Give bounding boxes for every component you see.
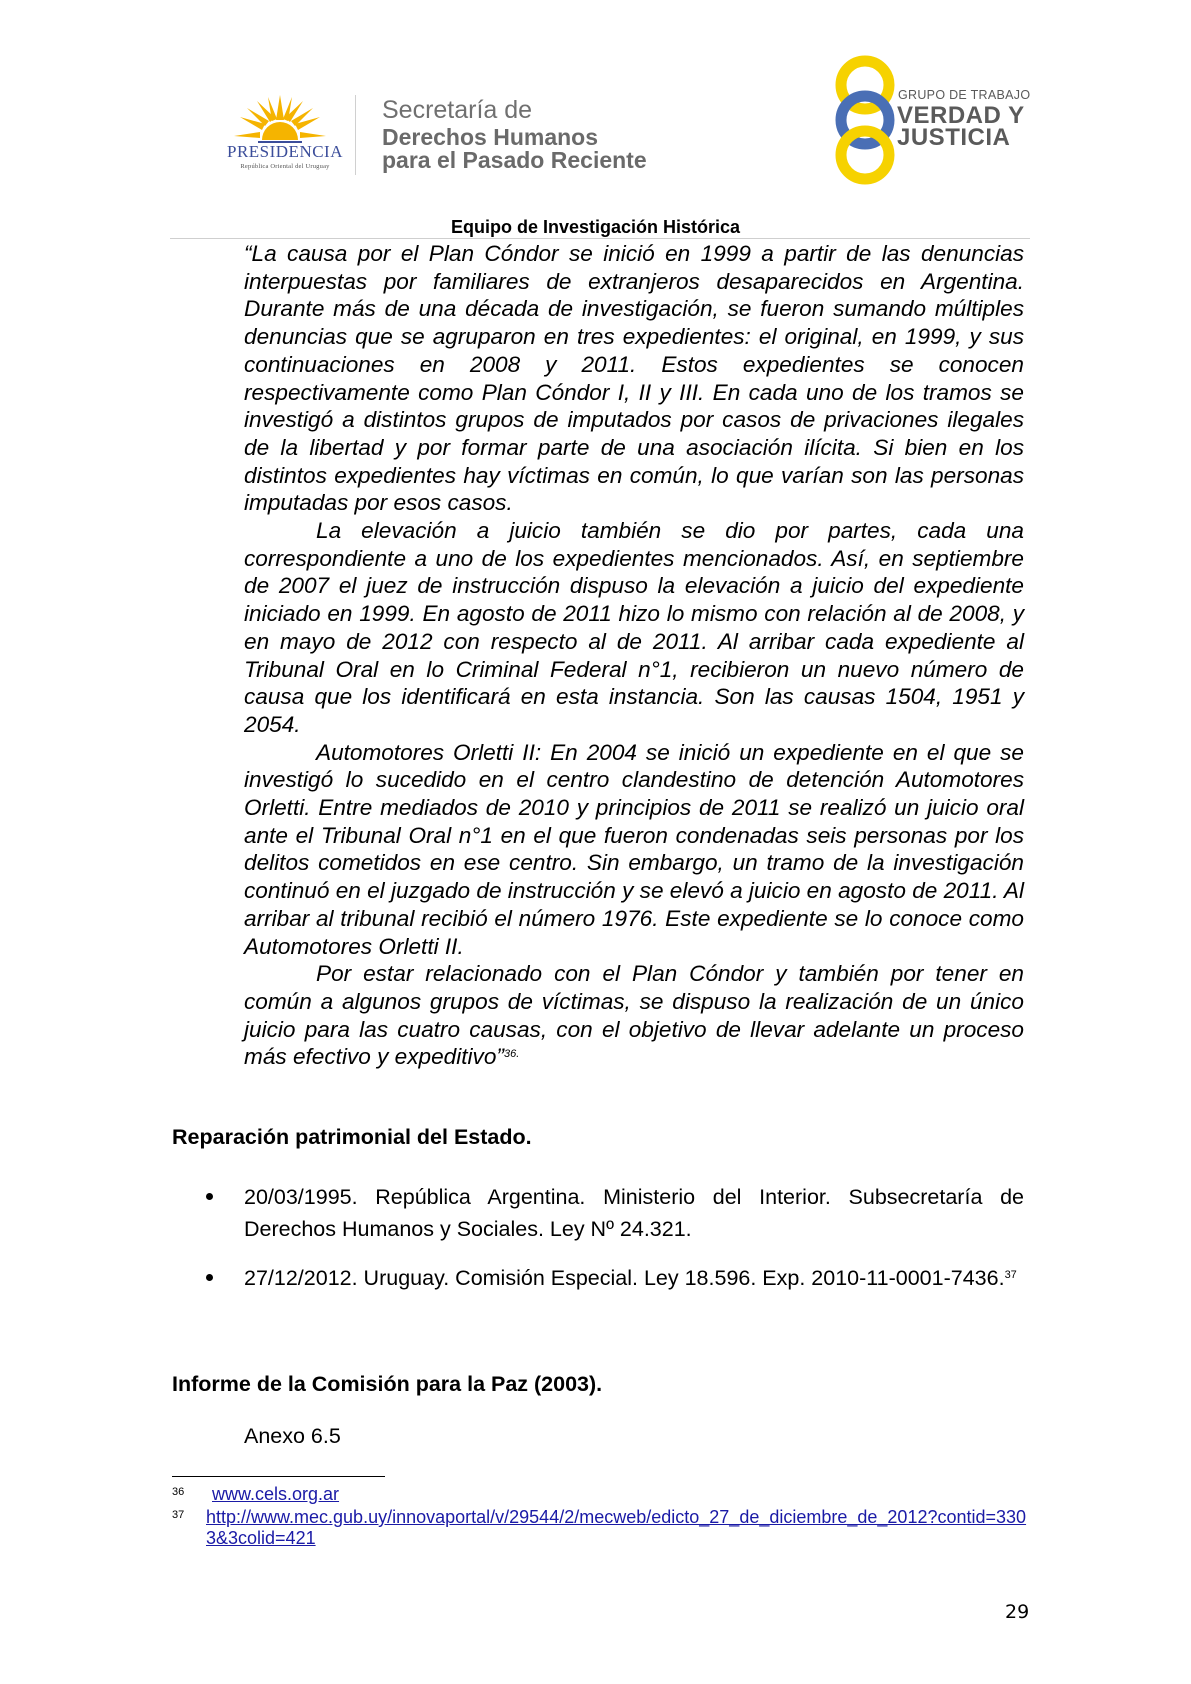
section-heading-comision: Informe de la Comisión para la Paz (2003). — [172, 1372, 603, 1396]
list-item — [206, 1181, 1024, 1245]
list-item — [206, 1262, 1024, 1294]
grupo-title-line-2: JUSTICIA — [897, 124, 1011, 151]
presidencia-subtitle: República Oriental del Uruguay — [240, 163, 330, 170]
footnote-rule — [172, 1476, 385, 1477]
footnote-link-mec[interactable]: http://www.mec.gub.uy/innovaportal/v/29544/2/mecweb/edicto_27_de_diciembre_de_2012?contid=3303&3colid=421 — [206, 1507, 1027, 1548]
footnote-number: 36 — [172, 1486, 185, 1498]
bullet-icon — [206, 1193, 213, 1200]
quote-paragraph-4 — [244, 960, 1024, 1071]
page-number: 29 — [1005, 1601, 1030, 1623]
secretaria-line-2: Derechos Humanos — [382, 124, 599, 150]
quote-paragraph-2: La elevación a juicio también se dio por partes, cada una correspondiente a uno de los expedientes mencionados. Así, en septiembre de 2007 el juez de instrucción dispuso la elevación a juicio del expediente iniciado en 1999. En agosto de 2011 hizo lo mismo con relación al de 2008, y en mayo de 2012 con respecto al de 2011. Al arribar cada expediente al Tribunal Oral en lo Criminal Federal n°1, recibieron un nuevo número de causa que los identificará en esta instancia. Son las causas 1504, 1951 y 2054. — [244, 518, 1024, 737]
footnote-36 — [172, 1484, 1032, 1505]
quote-paragraph-1: “La causa por el Plan Cóndor se inició en 1999 a partir de las denuncias interpuestas por familiares de extranjeros desaparecidos en Argentina. Durante más de una década de investigación, se fueron sumando múltiples denuncias que se agruparon en tres expedientes: el original, en 1999, y sus continuaciones en 2008 y 2011. Estos expedientes se conocen respectivamente como Plan Cóndor I, II y III. En cada uno de los tramos se investigó a distintos grupos de imputados por casos de privaciones ilegales de la libertad y por formar parte de una asociación ilícita. Si bien en los distintos expedientes hay víctimas en común, lo que varían son las personas imputadas por esos casos. — [244, 241, 1024, 516]
footnote-37 — [172, 1507, 1032, 1549]
grupo-title-line-1: VERDAD Y — [897, 102, 1025, 129]
secretaria-line-1: Secretaría de — [382, 96, 533, 124]
bullet-icon — [206, 1274, 213, 1281]
section-heading-reparacion: Reparación patrimonial del Estado. — [172, 1125, 532, 1149]
quote-paragraph-4-text: Por estar relacionado con el Plan Cóndor y también por tener en común a algunos grupos de víctimas, se dispuso la realización de un único juicio para las cuatro causas, con el objetivo de llevar adelante un proceso más efectivo y expeditivo” — [244, 961, 1024, 1070]
header-rule — [170, 238, 1030, 239]
list-item-text: 27/12/2012. Uruguay. Comisión Especial. Ley 18.596. Exp. 2010-11-0001-7436. — [244, 1266, 1005, 1290]
list-item-text: 20/03/1995. República Argentina. Ministerio del Interior. Subsecretaría de Derechos Humanos y Sociales. Ley Nº 24.321. — [244, 1185, 1024, 1241]
footnote-ref-37: 37 — [1004, 1269, 1017, 1281]
list-item-text-wrap — [244, 1262, 1024, 1294]
quote-paragraph-3: Automotores Orletti II: En 2004 se inició un expediente en el que se investigó lo sucedido en el centro clandestino de detención Automotores Orletti. Entre mediados de 2010 y principios de 2011 se realizó un juicio oral ante el Tribunal Oral n°1 en el que fueron condenadas seis personas por los delitos cometidos en ese centro. Sin embargo, un tramo de la investigación continuó en el juzgado de instrucción y se elevó a juicio en agosto de 2011. Al arribar al tribunal recibió el número 1976. Este expediente se lo conoce como Automotores Orletti II. — [244, 739, 1025, 959]
footnote-link-cels[interactable]: www.cels.org.ar — [212, 1484, 340, 1504]
header-divider — [355, 95, 356, 175]
annex-label: Anexo 6.5 — [244, 1424, 341, 1448]
grupo-label: GRUPO DE TRABAJO — [898, 88, 1031, 102]
footnote-ref-36: 36. — [503, 1048, 520, 1061]
page-header-title: Equipo de Investigación Histórica — [450, 217, 741, 237]
footnote-number: 37 — [172, 1509, 185, 1521]
secretaria-line-3: para el Pasado Reciente — [382, 147, 647, 173]
quote-block — [244, 240, 1024, 1071]
presidencia-label: PRESIDENCIA — [226, 142, 343, 161]
